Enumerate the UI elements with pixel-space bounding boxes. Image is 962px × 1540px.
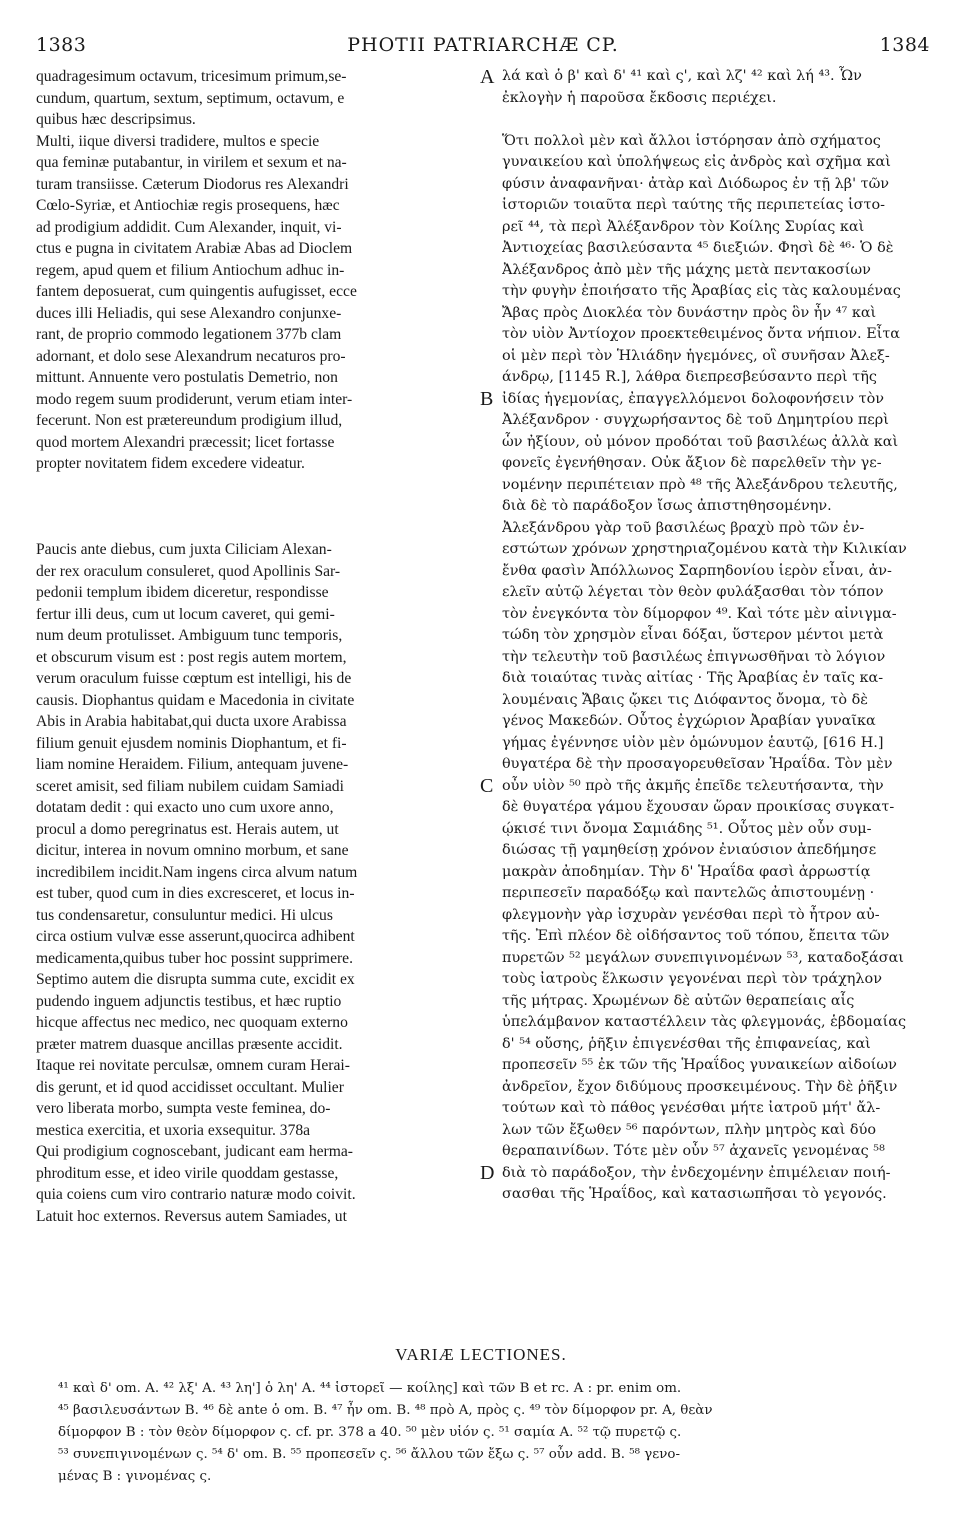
section-marker-d: D xyxy=(480,1162,495,1184)
latin-text-line: pedonii templum ibidem diceretur, respondisse xyxy=(36,584,329,601)
latin-text-line: mestica exercitia, et uxoria exsequitur. 378a xyxy=(36,1121,311,1139)
latin-text-line: pudendo inguem adjunctis testibus, et hæc ruptio xyxy=(36,992,342,1010)
latin-text-line: dotatam dedit : qui exacto uno cum uxore anno, xyxy=(36,799,334,816)
latin-text-line: qua feminæ putabantur, in virilem et sexum et na- xyxy=(36,154,347,171)
latin-text-line xyxy=(36,475,476,497)
latin-text-line xyxy=(36,496,476,518)
latin-text-line: quod mortem Alexandri præcessit; licet fortasse xyxy=(36,433,335,451)
greek-text-line: τῆς μήτρας. Χρωμένων δὲ αὐτῶν θεραπείαις αἷς xyxy=(502,992,855,1009)
latin-text-line: dicitur, interea in novum omnino morbum, et sane xyxy=(36,842,349,859)
greek-text-line: ἰδίας ἡγεμονίας, ἐπαγγελλόμενοι δολοφονήσειν τὸν xyxy=(502,390,885,407)
latin-text-line: liam nomine Heraidem. Filium, antequam juvene- xyxy=(36,756,349,773)
greek-text-line: θεραπαινίδων. Τότε μὲν οὖν ⁵⁷ ἀχανεῖς γενομένας ⁵⁸ xyxy=(502,1143,885,1159)
variant-note-line: ⁵³ συνεπιγινομένων ς. ⁵⁴ δ' om. B. ⁵⁵ προπεσεῖν ς. ⁵⁶ ἄλλου τῶν ἔξω ς. ⁵⁷ οὖν add. B. ⁵⁸ γενο- xyxy=(58,1447,680,1462)
greek-text-line: γήμας ἐγέννησε υἱὸν μὲν ὁμώνυμον ἑαυτῷ, [616 H.] xyxy=(502,734,884,751)
latin-text-line: circa ostium vulvæ esse asserunt,quocirca adhibent xyxy=(36,928,355,945)
greek-text-line: τώδη τὸν χρησμὸν εἶναι δόξαι, ὕστερον μέντοι μετὰ xyxy=(502,627,884,643)
greek-text-line: τὴν φυγὴν ἐποιήσατο τῆς Ἀραβίας εἰς τὰς καλουμένας xyxy=(502,283,901,299)
latin-text-line: tus condensaretur, consuluntur medici. Hi ulcus xyxy=(36,906,333,924)
latin-text-line: Itaque rei novitate perculsæ, omnem curam Herai- xyxy=(36,1057,350,1074)
latin-text-line: propter novitatem fidem excedere videatur. xyxy=(36,455,305,472)
latin-text-line: Latuit hoc externos. Reversus autem Samiades, ut xyxy=(36,1207,347,1225)
greek-text-line: Ἄβας πρὸς Διοκλέα τὸν δυνάστην πρὸς ὃν ἦν ⁴⁷ καὶ xyxy=(502,304,877,321)
latin-text-line: Septimo autem die disrupta summa cute, excidit ex xyxy=(36,971,355,988)
latin-text-line: regem, apud quem et filium Antiochum adhuc in- xyxy=(36,261,345,279)
greek-text-line: δὲ θυγατέρα γάμου ἔχουσαν ὥραν προικίσας συγκατ- xyxy=(502,799,895,815)
latin-text-line xyxy=(36,518,476,540)
greek-text-line: τούτων καὶ τὸ πάθος γενέσθαι μήτε ἰατροῦ μήτ' ἄλ- xyxy=(502,1100,881,1116)
latin-text-line: fecerunt. Non est prætereundum prodigium illud, xyxy=(36,412,343,429)
greek-text-line: ὧν ἠξίουν, οὐ μόνον προδόται τοῦ βασιλέως ἀλλὰ καὶ xyxy=(502,433,899,450)
greek-text-line: εστώτων χρόνων χρηστηριαζομένου κατὰ τὴν Κιλικίαν xyxy=(502,541,907,557)
greek-text-line: πυρετῶν ⁵² μεγάλων συνεπιγινομένων ⁵³, καταδοξάσαι xyxy=(502,949,904,966)
variae-lectiones-notes xyxy=(58,1378,932,1488)
greek-text-line: διὰ τοιαύτας τινὰς αἰτίας · Τῆς Ἀραβίας ἐν ταῖς κα- xyxy=(502,670,884,686)
greek-text-line: ελεῖν αὐτῷ λέγεται τὸν θεὸν φυλάξασθαι τὸν τόπον xyxy=(502,584,884,600)
greek-text-line: διὰ δὲ τὸ παράδοξον ἴσως ἀπιστηθησομένην. xyxy=(502,498,832,514)
greek-text-line: ρεῖ ⁴⁴, τὰ περὶ Ἀλέξανδρον τὸν Κοίλης Συρίας καὶ xyxy=(502,218,865,235)
latin-text-line: Abis in Arabia habitabat,qui ducta uxore Arabissa xyxy=(36,713,347,730)
latin-text-line: modo regem suum prodiderunt, verum etiam inter- xyxy=(36,390,353,408)
greek-text-line: θυγατέρα δὲ τὴν προσαγορευθεῖσαν Ἡραΐδα. Τὸν μὲν xyxy=(502,756,893,772)
greek-text-line: μακρὰν ἀποδημίαν. Τὴν δ' Ἡραΐδα φασὶ ἀρρωστίᾳ xyxy=(502,863,871,880)
greek-column xyxy=(502,66,932,1206)
latin-text-line: quia coiens cum viro contrario naturæ modo coivit. xyxy=(36,1186,356,1203)
greek-text-line: Ἀντιοχείας βασιλεύσαντα ⁴⁵ διεξιών. Φησὶ δὲ ⁴⁶· Ὁ δὲ xyxy=(502,240,894,256)
latin-text-line: cundum, quartum, sextum, septimum, octavum, e xyxy=(36,89,345,107)
greek-text-line: ἔνθα φασὶν Ἀπόλλωνος Σαρπηδονίου ἱερὸν εἶναι, ἀν- xyxy=(502,562,892,579)
running-title: PHOTII PATRIARCHÆ CP. xyxy=(347,34,619,56)
latin-text-line: ctus e pugna in civitatem Arabiæ Abas ad Dioclem xyxy=(36,240,353,257)
greek-text-line: Ἀλέξανδρος ἀπὸ μὲν τῆς μάχης μετὰ πεντακοσίων xyxy=(502,261,871,278)
greek-text-line: φύσιν ἀναφανῆναι· ἀτὰρ καὶ Διόδωρος ἐν τῇ λβ' τῶν xyxy=(502,175,890,192)
greek-text-line: άνδρῳ, [1145 R.], λάθρα διεπρεσβεύσαντο περὶ τῆς xyxy=(502,369,877,385)
greek-text-line: περιπεσεῖν παραδόξῳ καὶ παντελῶς ἀπιστουμένῃ · xyxy=(502,885,875,901)
greek-text-line: φλεγμονὴν γὰρ ἰσχυρὰν γενέσθαι περὶ τὸ ἦτρον αὐ- xyxy=(502,906,880,923)
page-header xyxy=(36,34,930,62)
greek-text-line: οὖν υἱὸν ⁵⁰ πρὸ τῆς ἀκμῆς ἐπεῖδε τελευτήσαντα, τὴν xyxy=(502,777,884,794)
greek-text-line: ῴκισέ τινι ὄνομα Σαμιάδης ⁵¹. Οὗτος μὲν οὖν συμ- xyxy=(502,820,872,837)
greek-text-line: λά καὶ ὁ β' καὶ δ' ⁴¹ καὶ ς', καὶ λζ' ⁴² καὶ λή ⁴³. Ὧν xyxy=(502,68,862,84)
greek-text-line: ἐκλογὴν ἡ παροῦσα ἔκδοσις περιέχει. xyxy=(502,89,777,106)
greek-text-line: γένος Μακεδών. Οὗτος ἐγχώριον Ἀραβίαν γυναῖκα xyxy=(502,713,876,729)
latin-text-line: ad prodigium addidit. Cum Alexander, inquit, vi- xyxy=(36,218,342,236)
latin-text-line: procul a domo peregrinatus est. Herais autem, ut xyxy=(36,820,339,838)
variae-lectiones-heading: VARIÆ LECTIONES. xyxy=(395,1345,567,1364)
latin-text-line: vero liberata morbo, sumpta veste feminea, do- xyxy=(36,1100,331,1117)
greek-text-line: διὰ τὸ παράδοξον, τὴν ἐνδεχομένην ἐπιμέλειαν ποιή- xyxy=(502,1164,891,1181)
latin-text-line: præter matrem duasque ancillas præsente accidit. xyxy=(36,1035,343,1053)
greek-text-line: ἀνδρεῖον, ἔχον διδύμους προσκειμένους. Τὴν δὲ ῥῆξιν xyxy=(502,1078,898,1095)
greek-text-line: νομένην περιπέτειαν πρὸ ⁴⁸ τῆς Ἀλεξάνδρου τελευτῆς, xyxy=(502,476,898,493)
variant-note-line: ⁴¹ καὶ δ' om. A. ⁴² λξ' A. ⁴³ λη'] ὁ λη' A. ⁴⁴ ἱστορεῖ — κοίλης] καὶ τῶν B et rc. A : pr. enim om. xyxy=(58,1381,682,1396)
latin-text-line: der rex oraculum consuleret, quod Apollinis Sar- xyxy=(36,562,341,580)
page-number-right: 1384 xyxy=(879,34,930,56)
latin-text-line: Paucis ante diebus, cum juxta Ciliciam Alexan- xyxy=(36,541,332,558)
latin-text-line: fantem deposuerat, cum quingentis aufugisset, ecce xyxy=(36,283,357,300)
greek-text-line: Ἀλέξανδρον · συγχωρήσαντος δὲ τοῦ Δημητρίου περὶ xyxy=(502,412,889,428)
latin-text-line: phroditum esse, et ideo virile quoddam gestasse, xyxy=(36,1164,339,1182)
latin-text-line: turam transiisse. Cæterum Diodorus res Alexandri xyxy=(36,175,349,193)
latin-text-line: incredibilem incidit.Nam ingens circa alvum natum xyxy=(36,863,358,881)
greek-text-line: ἱστοριῶν τοιαῦτα περὶ ταύτης τῆς περιπετείας ἱστο- xyxy=(502,197,885,213)
greek-text-line: δ' ⁵⁴ οὔσης, ῥῆξιν ἐπιγενέσθαι τῆς ἐπιφανείας, καὶ xyxy=(502,1035,871,1052)
greek-text-line: τὸν ἐνεγκόντα τὸν δίμορφον ⁴⁹. Καὶ τότε μὲν αἰνιγμα- xyxy=(502,605,897,622)
greek-text-line: ὑπελάμβανον καταστέλλειν τὰς φλεγμονάς, ἑβδομαίας xyxy=(502,1014,907,1030)
latin-text-line: est tuber, quod cum in dies excresceret, et locus in- xyxy=(36,885,355,902)
latin-text-line: Qui prodigium cognoscebant, judicant eam herma- xyxy=(36,1143,353,1160)
greek-text-line xyxy=(502,109,932,131)
variant-note-line: μένας B : γινομένας ς. xyxy=(58,1469,212,1484)
latin-text-line: num deum protulisset. Ambiguum tunc temporis, xyxy=(36,627,343,644)
greek-text-line: διώσας τῇ γαμηθείσῃ χρόνον ἐνιαύσιον ἀπεδήμησε xyxy=(502,842,877,858)
greek-text-line: τῆς. Ἐπὶ πλέον δὲ οἰδήσαντος τοῦ τόπου, ἔπειτα τῶν xyxy=(502,928,890,944)
greek-text-line: λων τῶν ἔξωθεν ⁵⁶ παρόντων, πλὴν μητρὸς καὶ δύο xyxy=(502,1121,876,1138)
latin-text-line: duces illi Heliadis, qui sese Alexandro conjunxe- xyxy=(36,304,342,322)
greek-text-line: οἱ μὲν περὶ τὸν Ἡλιάδην ἡγεμόνες, οἳ συνῆσαν Ἀλεξ- xyxy=(502,347,890,364)
greek-text-line: Ἀλεξάνδρου γὰρ τοῦ βασιλέως βραχὺ πρὸ τῶν ἐν- xyxy=(502,519,865,536)
latin-text-line: adornant, et dolo sese Alexandrum necaturos pro- xyxy=(36,347,346,365)
latin-text-line: hicque affectus nec medico, nec quoquam externo xyxy=(36,1014,348,1031)
latin-text-line: rant, de proprio commodo legationem 377b clam xyxy=(36,326,342,343)
latin-text-line: Multi, iique diversi tradidere, multos e specie xyxy=(36,132,320,150)
greek-text-line: Ὅτι πολλοὶ μὲν καὶ ἄλλοι ἱστόρησαν ἀπὸ σχήματος xyxy=(502,132,881,149)
latin-text-line: mittunt. Annuente vero postulatis Demetrio, non xyxy=(36,369,338,386)
greek-text-line: γυναικείου καὶ ὑπολήψεως εἰς ἀνδρὸς καὶ σχῆμα καὶ xyxy=(502,154,891,170)
latin-text-line: et obscurum visum est : post regis autem mortem, xyxy=(36,648,347,666)
variant-note-line: ⁴⁵ βασιλευσάντων B. ⁴⁶ δὲ ante ὁ om. B. ⁴⁷ ἦν om. B. ⁴⁸ πρὸ A, πρὸς ς. ⁴⁹ τὸν δίμορφον pr. A, θεὰν xyxy=(58,1403,713,1418)
section-marker-c: C xyxy=(480,775,494,797)
greek-text-line: φονεῖς ἐγενήθησαν. Οὐκ ἄξιον δὲ παρελθεῖν τὴν γε- xyxy=(502,455,882,471)
greek-text-line: λουμέναις Ἄβαις ᾤκει τις Διόφαντος ὄνομα, τὸ δὲ xyxy=(502,691,868,708)
variant-note-line: δίμορφον B : τὸν θεὸν δίμορφον ς. cf. pr. 378 a 40. ⁵⁰ μὲν υἱόν ς. ⁵¹ σαμία A. ⁵² τῷ πυρετῷ ς. xyxy=(58,1425,682,1440)
latin-text-line: causis. Diophantus quidam e Macedonia in civitate xyxy=(36,691,355,709)
latin-text-line: fertur illi deus, cum ut locum caveret, qui gemi- xyxy=(36,605,335,623)
latin-text-line: Cœlo-Syriæ, et Antiochiæ regis prosequens, hæc xyxy=(36,197,340,214)
latin-text-line: dis gerunt, et id quod accidisset occultant. Mulier xyxy=(36,1078,344,1096)
greek-text-line: σασθαι τῆς Ἡραΐδος, καὶ κατασιωπῆσαι τὸ γεγονός. xyxy=(502,1186,887,1202)
latin-text-line: medicamenta,quibus tuber hoc possint supprimere. xyxy=(36,949,353,967)
latin-column xyxy=(36,66,476,1227)
greek-text-line: τὸν υἱὸν Ἀντίοχον προεκτεθειμένος ὄντα νήπιον. Εἶτα xyxy=(502,326,901,342)
latin-text-line: quibus hæc descripsimus. xyxy=(36,111,196,128)
greek-text-line: προπεσεῖν ⁵⁵ ἐκ τῶν τῆς Ἡραΐδος γυναικείων αἰδοίων xyxy=(502,1057,897,1073)
greek-text-line: τὴν τελευτὴν τοῦ βασιλέως ἐπιγνωσθῆναι τὸ λόγιον xyxy=(502,648,886,665)
section-marker-b: B xyxy=(480,388,494,410)
latin-text-line: quadragesimum octavum, tricesimum primum,se- xyxy=(36,68,347,85)
page-number-left: 1383 xyxy=(36,34,87,56)
latin-text-line: verum oraculum fuisse cœptum est intelligi, his de xyxy=(36,670,352,687)
greek-text-line: τοὺς ἰατροὺς ἕλκωσιν γεγονέναι περὶ τὸν τράχηλον xyxy=(502,971,882,987)
latin-text-line: sceret amisit, sed filiam nubilem cuidam Samiadi xyxy=(36,777,344,795)
section-marker-a: A xyxy=(480,66,495,88)
latin-text-line: filium genuit ejusdem nominis Diophantum, et fi- xyxy=(36,734,347,752)
